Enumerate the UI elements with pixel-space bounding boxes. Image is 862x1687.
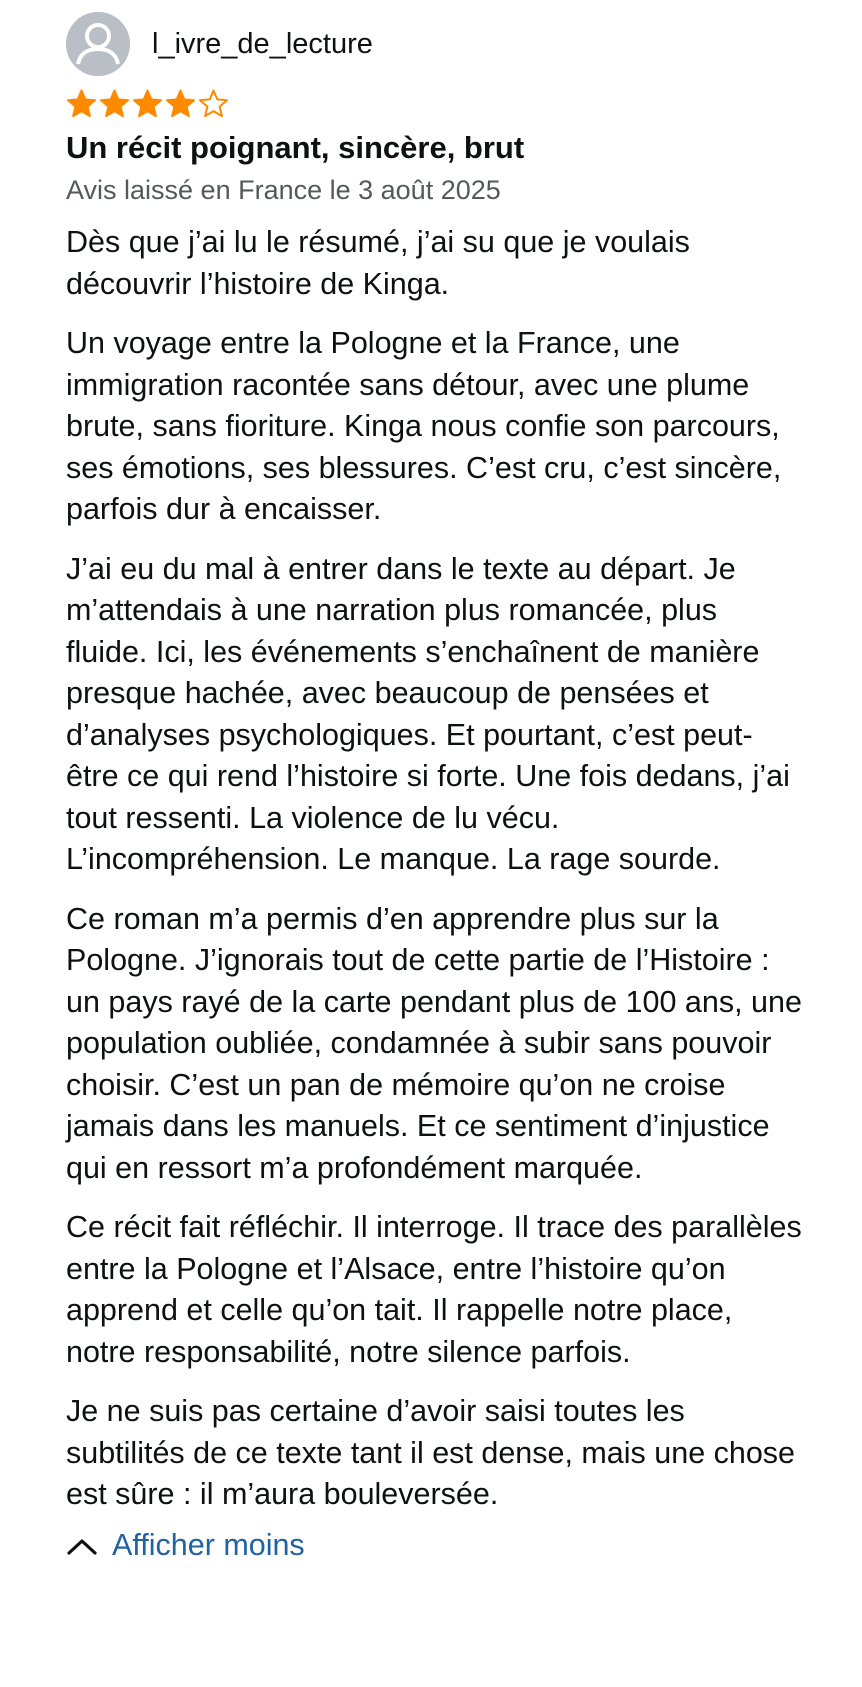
review-paragraph: Ce roman m’a permis d’en apprendre plus sur la Pologne. J’ignorais tout de cette partie de l’Histoire : un pays rayé de la carte pendant plus de 100 ans, une population oubliée, condamnée à subir sans pouvoir choisir. C’est un pan de mémoire qu’on ne croise jamais dans les manuels. Et ce sentiment d’injustice qui en ressort m’a profondément marquée. [66, 901, 802, 1185]
review-paragraph: Dès que j’ai lu le résumé, j’ai su que je voulais découvrir l’histoire de Kinga. [66, 225, 690, 301]
user-avatar-icon [66, 12, 130, 76]
review-title[interactable]: Un récit poignant, sincère, brut [66, 130, 525, 165]
reviewer-profile[interactable] [66, 0, 802, 88]
reviewer-name[interactable]: l_ivre_de_lecture [152, 27, 373, 60]
review-body [66, 222, 802, 1516]
show-less-label[interactable]: Afficher moins [112, 1528, 305, 1562]
review-paragraph: Je ne suis pas certaine d’avoir saisi toutes les subtilités de ce texte tant il est dense, mais une chose est sûre : il m’aura bouleversée. [66, 1394, 796, 1511]
star-rating[interactable] [66, 86, 802, 122]
star-filled-icon [132, 89, 163, 119]
avatar[interactable] [66, 12, 130, 76]
review-meta: Avis laissé en France le 3 août 2025 [66, 175, 501, 205]
chevron-up-icon [66, 1536, 98, 1556]
star-filled-icon [99, 89, 130, 119]
star-outline-icon [198, 89, 229, 119]
star-filled-icon [66, 89, 97, 119]
review-paragraph: Ce récit fait réfléchir. Il interroge. Il trace des parallèles entre la Pologne et l’Alsace, entre l’histoire qu’on apprend et celle qu’on tait. Il rappelle notre place, notre responsabilité, notre silence parfois. [66, 1210, 802, 1369]
review-paragraph: J’ai eu du mal à entrer dans le texte au départ. Je m’attendais à une narration plus romancée, plus fluide. Ici, les événements s’enchaînent de manière presque hachée, avec beaucoup de pensées et d’analyses psychologiques. Et pourtant, c’est peut-être ce qui rend l’histoire si forte. Une fois dedans, j’ai tout ressenti. La violence de lu vécu. L’incompréhension. Le manque. La rage sourde. [66, 551, 790, 876]
show-less-link[interactable] [66, 1524, 802, 1568]
star-filled-icon [165, 89, 196, 119]
review-paragraph: Un voyage entre la Pologne et la France, une immigration racontée sans détour, avec une plume brute, sans fioriture. Kinga nous confie son parcours, ses émotions, ses blessures. C’est cru, c’est sincère, parfois dur à encaisser. [66, 326, 782, 526]
